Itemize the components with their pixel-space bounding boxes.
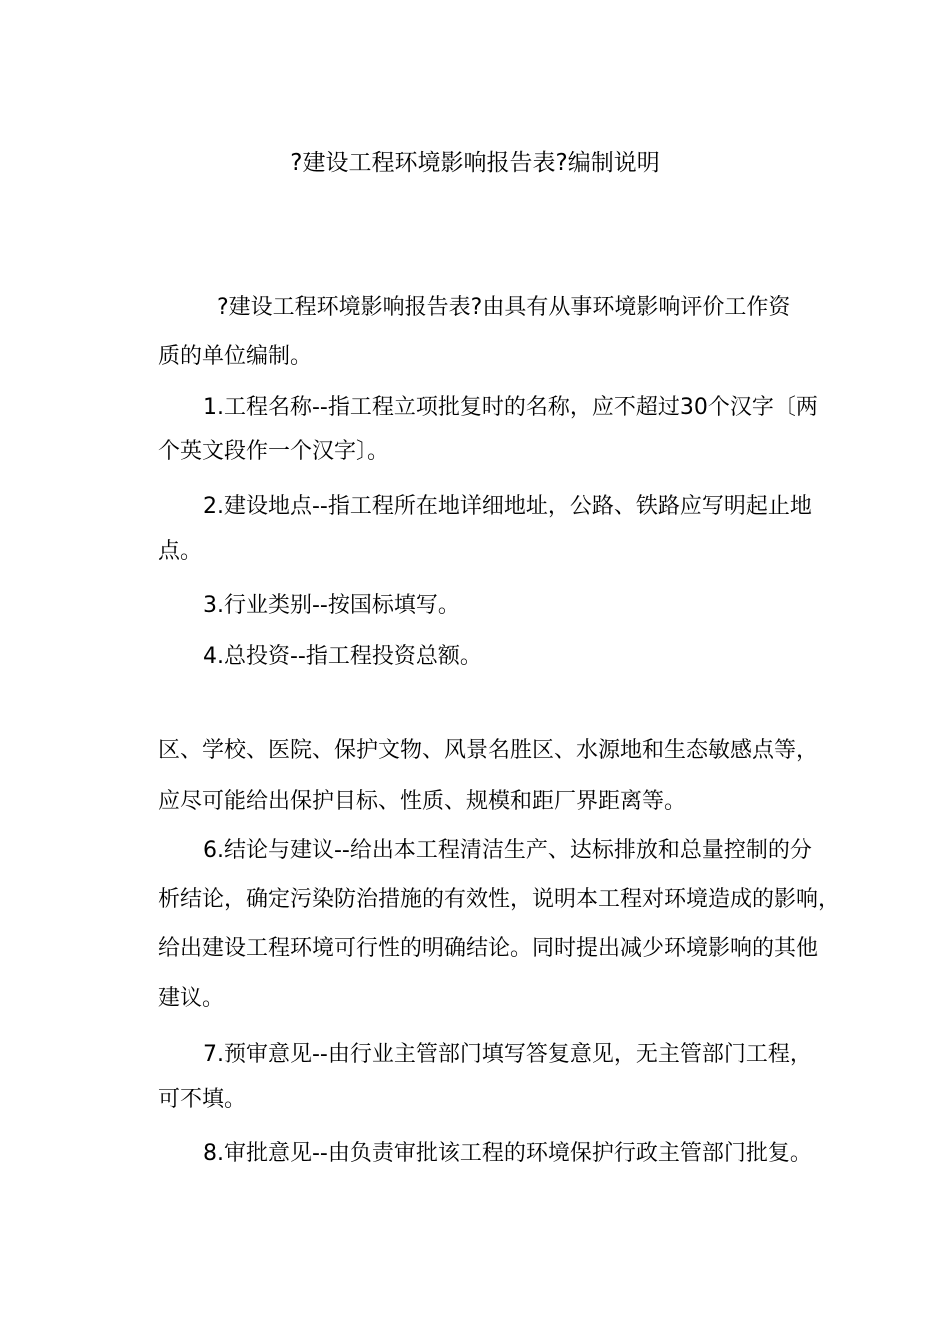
intro-line-1: ?建设工程环境影响报告表?由具有从事环境影响评价工作资 [217, 295, 791, 320]
item-4-line-1: 4.总投资--指工程投资总额。 [203, 644, 482, 669]
item-6-line-3: 给出建设工程环境可行性的明确结论。同时提出减少环境影响的其他 [158, 936, 819, 961]
item-3-line-1: 3.行业类别--按国标填写。 [203, 593, 460, 618]
item-2-line-2: 点。 [158, 539, 203, 564]
document-title: ?建设工程环境影响报告表?编制说明 [290, 150, 660, 176]
item-5-line-1: 区、学校、医院、保护文物、风景名胜区、水源地和生态敏感点等， [158, 738, 819, 763]
item-5-line-2: 应尽可能给出保护目标、性质、规模和距厂界距离等。 [158, 789, 687, 814]
item-6-line-2: 析结论，确定污染防治措施的有效性，说明本工程对环境造成的影响， [158, 887, 841, 912]
item-6-line-4: 建议。 [158, 986, 225, 1011]
item-1-line-2: 个英文段作一个汉字〕。 [158, 439, 390, 464]
item-7-line-2: 可不填。 [158, 1087, 247, 1112]
intro-line-2: 质的单位编制。 [158, 344, 313, 369]
item-2-line-1: 2.建设地点--指工程所在地详细地址，公路、铁路应写明起止地 [203, 494, 812, 519]
item-1-line-1: 1.工程名称--指工程立项批复时的名称，应不超过30个汉字〔两 [203, 395, 818, 420]
item-7-line-1: 7.预审意见--由行业主管部门填写答复意见，无主管部门工程， [203, 1042, 812, 1067]
item-6-line-1: 6.结论与建议--给出本工程清洁生产、达标排放和总量控制的分 [203, 838, 812, 863]
item-8-line-1: 8.审批意见--由负责审批该工程的环境保护行政主管部门批复。 [203, 1141, 812, 1166]
